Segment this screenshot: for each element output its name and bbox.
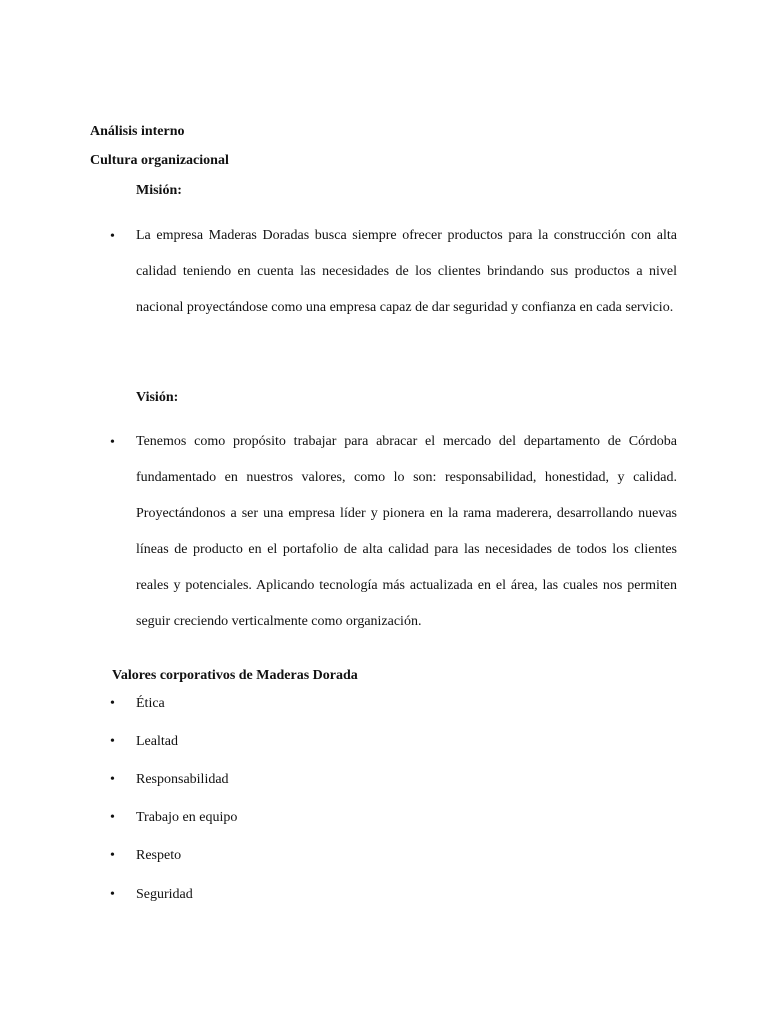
mision-paragraph: La empresa Maderas Doradas busca siempre ofrecer productos para la construcción con alta calidad teniendo en cuenta las necesidades de los clientes brindando sus productos a nivel nacional proyectándose como una empresa capaz de dar seguridad y confianza en cada servicio.: [136, 228, 677, 315]
list-item: Responsabilidad: [136, 772, 229, 787]
list-item: Respeto: [136, 848, 182, 863]
section-heading: Cultura organizacional: [90, 153, 229, 168]
mision-heading: Misión:: [136, 183, 182, 198]
list-item-bullet: •: [110, 848, 115, 863]
list-item: Lealtad: [136, 734, 178, 749]
list-item-bullet: •: [110, 887, 115, 902]
bullet-vision: •: [110, 435, 115, 450]
list-item-bullet: •: [110, 696, 115, 711]
vision-paragraph: Tenemos como propósito trabajar para abracar el mercado del departamento de Córdoba fundamentado en nuestros valores, como lo son: responsabilidad, honestidad, y calidad. Proyectándonos a ser una empresa líder y pionera en la rama maderera, desarrollando nuevas líneas de producto en el portafolio de alta calidad para las necesidades de todos los clientes reales y potenciales. Aplicando tecnología más actualizada en el área, las cuales nos permiten seguir creciendo verticalmente como organización.: [136, 434, 677, 629]
bullet-mision: •: [110, 229, 115, 244]
document-title: Análisis interno: [90, 124, 185, 139]
list-item-bullet: •: [110, 810, 115, 825]
list-item: Trabajo en equipo: [136, 810, 238, 825]
valores-heading: Valores corporativos de Maderas Dorada: [112, 668, 358, 683]
vision-heading: Visión:: [136, 390, 179, 405]
list-item: Seguridad: [136, 887, 193, 902]
list-item-bullet: •: [110, 734, 115, 749]
list-item-bullet: •: [110, 772, 115, 787]
list-item: Ética: [136, 696, 165, 711]
